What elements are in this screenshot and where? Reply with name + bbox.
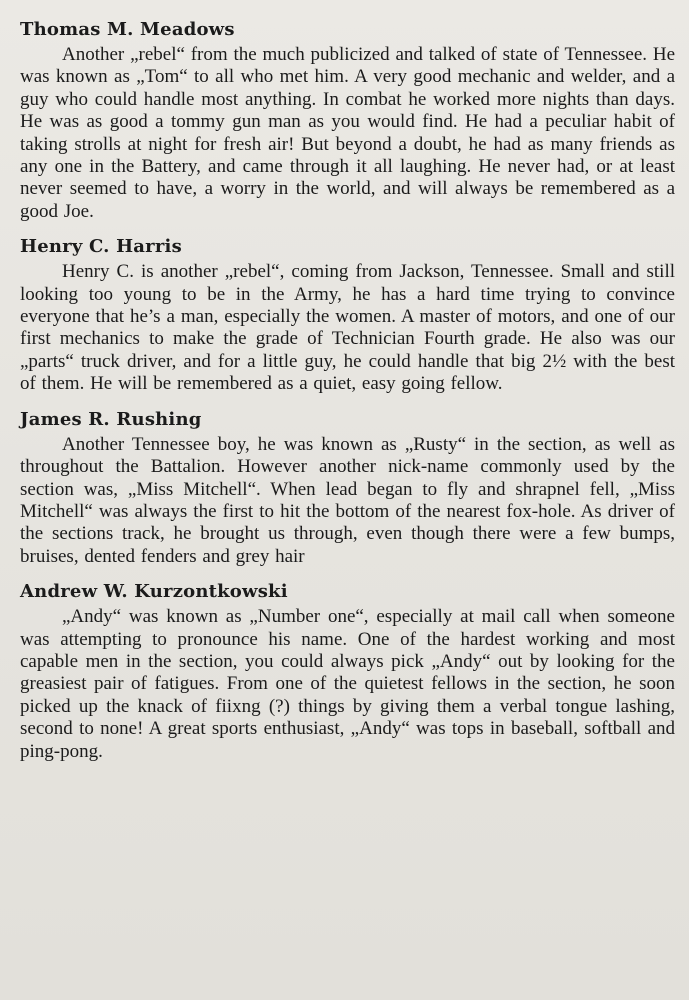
entry-paragraph: Another „rebel“ from the much publicized and talked of state of Tennessee. He was known as „Tom“ to all who met him. A very good mechanic and welder, and a guy who could handle most anything. In combat he worked more nights than days. He was as good a tommy gun man as you would find. He had a peculiar habit of taking strolls at night for fresh air! But beyond a doubt, he had as many friends as any one in the Battery, and came through it all laughing. He never had, or at least never seemed to have, a worry in the world, and will always be remembered as a good Joe. [20, 44, 675, 222]
entry-heading: Thomas M. Meadows [20, 19, 235, 40]
entry-heading: Henry C. Harris [20, 236, 182, 258]
entry-paragraph: Henry C. is another „rebel“, coming from Jackson, Tennessee. Small and still looking too young to be in the Army, he has a hard time trying to convince everyone that he’s a man, especially the women. A master of motors, and one of our first mechanics to make the grade of Technician Fourth grade. He also was our „parts“ truck driver, and for a little guy, he could handle that big 2½ with the best of them. He will be remembered as a quiet, easy going fellow. [20, 261, 675, 395]
entry-james-rushing [20, 408, 675, 568]
entry-paragraph: „Andy“ was known as „Number one“, especially at mail call when someone was attempting to pronounce his name. One of the hardest working and most capable men in the section, you could always pick „Andy“ out by looking for the greasiest pair of fatigues. From one of the quietest fellows in the section, he soon picked up the knack of fiixng (?) things by giving them a verbal tongue lashing, second to none! A great sports enthusiast, „Andy“ was tops in baseball, softball and ping-pong. [20, 606, 675, 762]
entry-paragraph: Another Tennessee boy, he was known as „Rusty“ in the section, as well as throughout the Battalion. However another nick-name commonly used by the section was, „Miss Mitchell“. When lead began to fly and shrapnel fell, „Miss Mitchell“ was always the first to hit the bottom of the nearest fox-hole. As driver of the sections track, he brought us through, even though there were a few bumps, bruises, dented fenders and grey hair [20, 433, 675, 567]
entry-henry-harris [20, 235, 675, 395]
entry-heading: James R. Rushing [20, 408, 202, 430]
entry-heading: Andrew W. Kurzontkowski [20, 581, 288, 603]
entry-thomas-meadows [20, 18, 675, 223]
entry-andrew-kurzontkowski [20, 580, 675, 763]
